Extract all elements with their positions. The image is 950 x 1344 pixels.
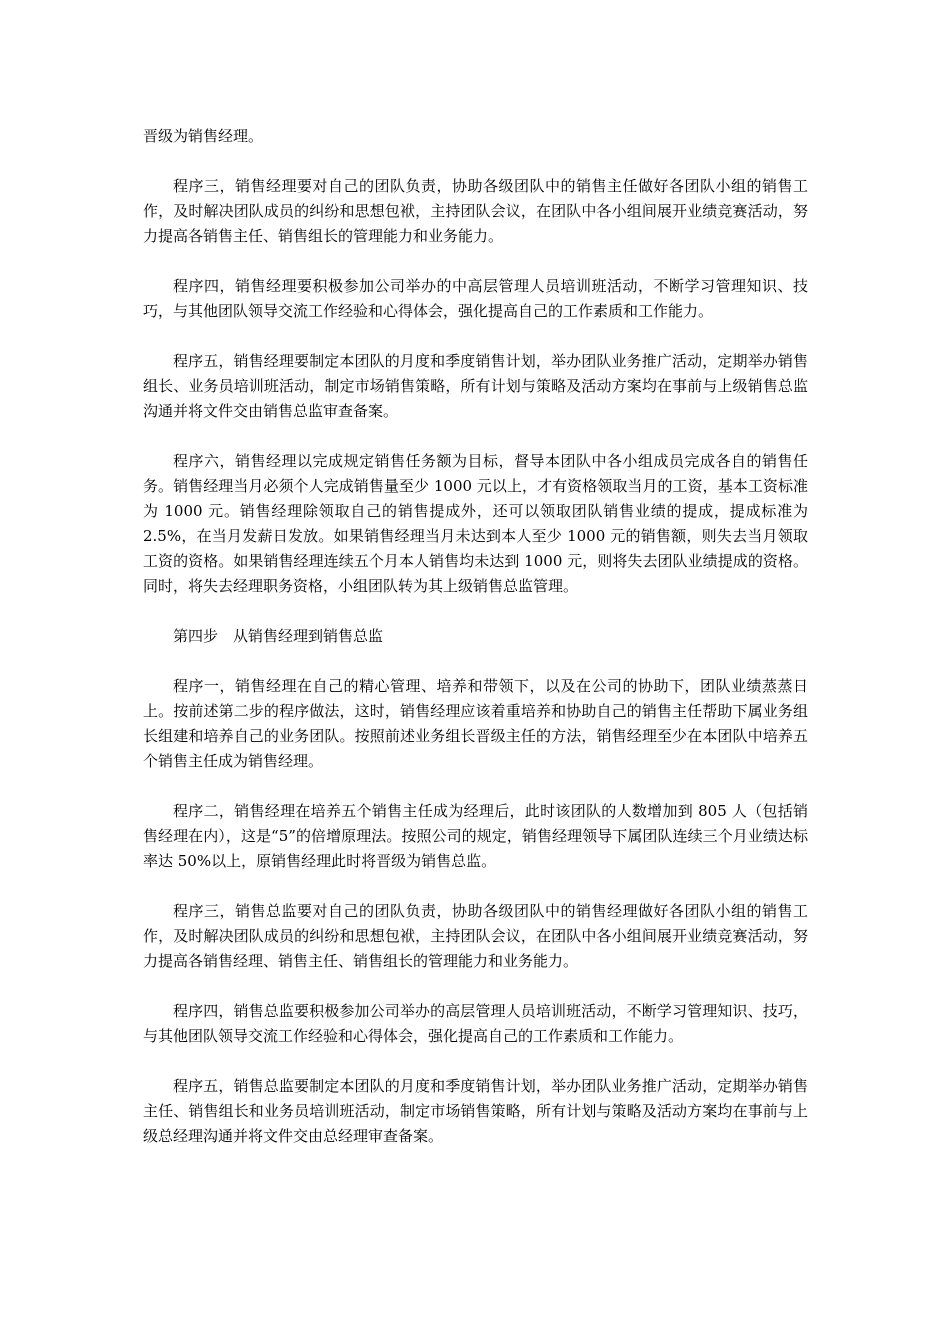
- section-heading-step-4: 第四步 从销售经理到销售总监: [173, 627, 384, 645]
- paragraph-procedure-4-director: 程序四，销售总监要积极参加公司举办的高层管理人员培训班活动，不断学习管理知识、技巧，与其他团队领导交流工作经验和心得体会，强化提高自己的工作素质和工作能力。: [143, 1002, 808, 1045]
- document-page: [143, 124, 808, 1174]
- paragraph-procedure-2-director: 程序二，销售经理在培养五个销售主任成为经理后，此时该团队的人数增加到 805 人（包括销售经理在内），这是“5”的倍增原理法。按照公司的规定，销售经理领导下属团队连续三个月业绩达标率达 50%以上，原销售经理此时将晋级为销售总监。: [143, 802, 808, 870]
- paragraph-procedure-1-director: 程序一，销售经理在自己的精心管理、培养和带领下，以及在公司的协助下，团队业绩蒸蒸日上。按前述第二步的程序做法，这时，销售经理应该着重培养和协助自己的销售主任帮助下属业务组长组建和培养自己的业务团队。按照前述业务组长晋级主任的方法，销售经理至少在本团队中培养五个销售主任成为销售经理。: [143, 677, 808, 770]
- paragraph-procedure-4-manager: 程序四，销售经理要积极参加公司举办的中高层管理人员培训班活动，不断学习管理知识、技巧，与其他团队领导交流工作经验和心得体会，强化提高自己的工作素质和工作能力。: [143, 277, 808, 320]
- paragraph-procedure-5-manager: 程序五，销售经理要制定本团队的月度和季度销售计划，举办团队业务推广活动，定期举办销售组长、业务员培训班活动，制定市场销售策略，所有计划与策略及活动方案均在事前与上级销售总监沟通并将文件交由销售总监审查备案。: [143, 352, 808, 420]
- paragraph-procedure-3-manager: 程序三，销售经理要对自己的团队负责，协助各级团队中的销售主任做好各团队小组的销售工作，及时解决团队成员的纠纷和思想包袱，主持团队会议，在团队中各小组间展开业绩竞赛活动，努力提高各销售主任、销售组长的管理能力和业务能力。: [143, 177, 808, 245]
- paragraph-procedure-3-director: 程序三，销售总监要对自己的团队负责，协助各级团队中的销售经理做好各团队小组的销售工作，及时解决团队成员的纠纷和思想包袱，主持团队会议，在团队中各小组间展开业绩竞赛活动，努力提高各销售经理、销售主任、销售组长的管理能力和业务能力。: [143, 902, 808, 970]
- paragraph-continuation: 晋级为销售经理。: [143, 127, 264, 145]
- paragraph-procedure-5-director: 程序五，销售总监要制定本团队的月度和季度销售计划，举办团队业务推广活动，定期举办销售主任、销售组长和业务员培训班活动，制定市场销售策略，所有计划与策略及活动方案均在事前与上级总经理沟通并将文件交由总经理审查备案。: [143, 1077, 808, 1145]
- paragraph-procedure-6-manager: 程序六，销售经理以完成规定销售任务额为目标，督导本团队中各小组成员完成各自的销售任务。销售经理当月必须个人完成销售量至少 1000 元以上，才有资格领取当月的工资，基本工资标准为 1000 元。销售经理除领取自己的销售提成外，还可以领取团队销售业绩的提成，提成标准为 2.5%，在当月发薪日发放。如果销售经理当月未达到本人至少 1000 元的销售额，则失去当月领取工资的资格。如果销售经理连续五个月本人销售均未达到 1000 元，则将失去团队业绩提成的资格。同时，将失去经理职务资格，小组团队转为其上级销售总监管理。: [143, 452, 808, 595]
